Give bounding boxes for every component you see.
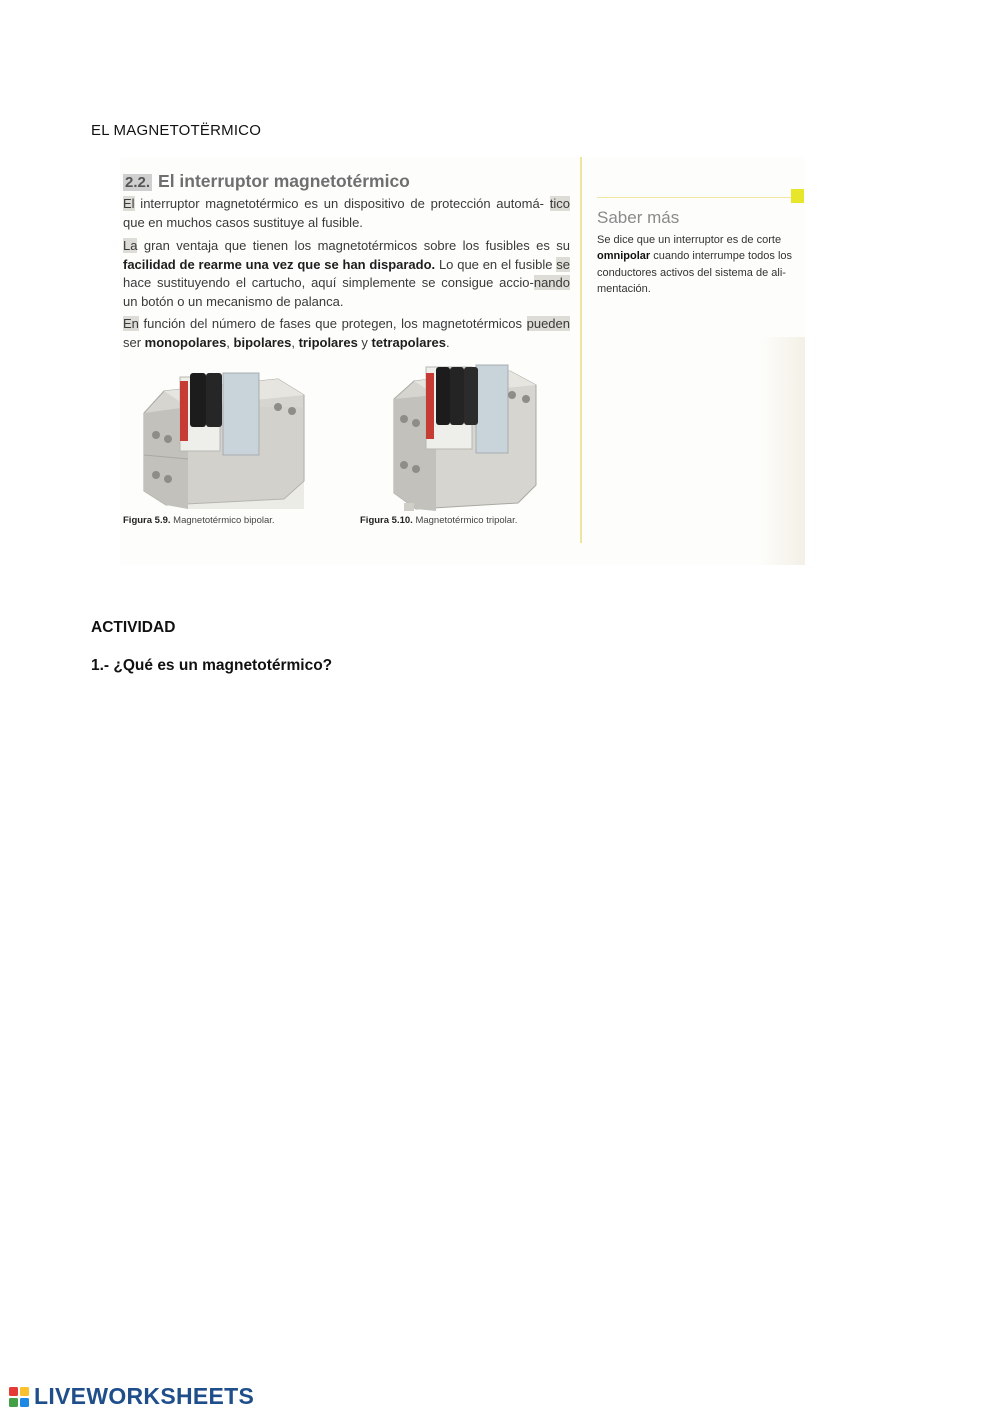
column-divider bbox=[580, 157, 582, 543]
paragraph-3: En función del número de fases que protegen, los magnetotérmicos pueden ser monopolares, bipolares, tripolares y tetrapolares. bbox=[123, 316, 570, 350]
textbook-excerpt bbox=[120, 157, 805, 565]
page-edge-shade bbox=[760, 337, 805, 565]
aside-rule bbox=[597, 197, 791, 198]
section-title: El interruptor magnetotérmico bbox=[158, 171, 410, 191]
tripolar-breaker-image bbox=[392, 361, 542, 513]
brand-name: LIVEWORKSHEETS bbox=[34, 1383, 255, 1409]
paragraph-2: La gran ventaja que tienen los magnetotérmicos sobre los fusibles es su facilidad de rearme una vez que se han disparado. Lo que en el fusible se hace sustituyendo el cartucho, aquí simplemente se consigue accio-nando un botón o un mecanismo de palanca. bbox=[123, 238, 570, 309]
liveworksheets-logo[interactable] bbox=[9, 1383, 254, 1410]
bipolar-breaker-image bbox=[138, 363, 308, 511]
liveworksheets-logo-icon bbox=[9, 1387, 29, 1407]
aside-text: Se dice que un interruptor es de corte omnipolar cuando interrumpe todos los conductores activos del sistema de ali-mentación. bbox=[597, 234, 793, 295]
page-title: EL MAGNETOTËRMICO bbox=[91, 122, 262, 139]
aside-marker bbox=[791, 189, 804, 203]
section-heading bbox=[123, 171, 410, 192]
activity-title: ACTIVIDAD bbox=[91, 619, 176, 636]
figure-caption-2: Figura 5.10. Magnetotérmico tripolar. bbox=[360, 515, 518, 526]
section-number: 2.2. bbox=[125, 174, 151, 191]
figure-caption-1: Figura 5.9. Magnetotérmico bipolar. bbox=[123, 515, 275, 526]
aside-title: Saber más bbox=[597, 208, 680, 227]
question-1: 1.- ¿Qué es un magnetotérmico? bbox=[91, 657, 333, 674]
paragraph-1: El interruptor magnetotérmico es un dispositivo de protección automá- tico que en muchos casos sustituye al fusible. bbox=[123, 196, 570, 230]
